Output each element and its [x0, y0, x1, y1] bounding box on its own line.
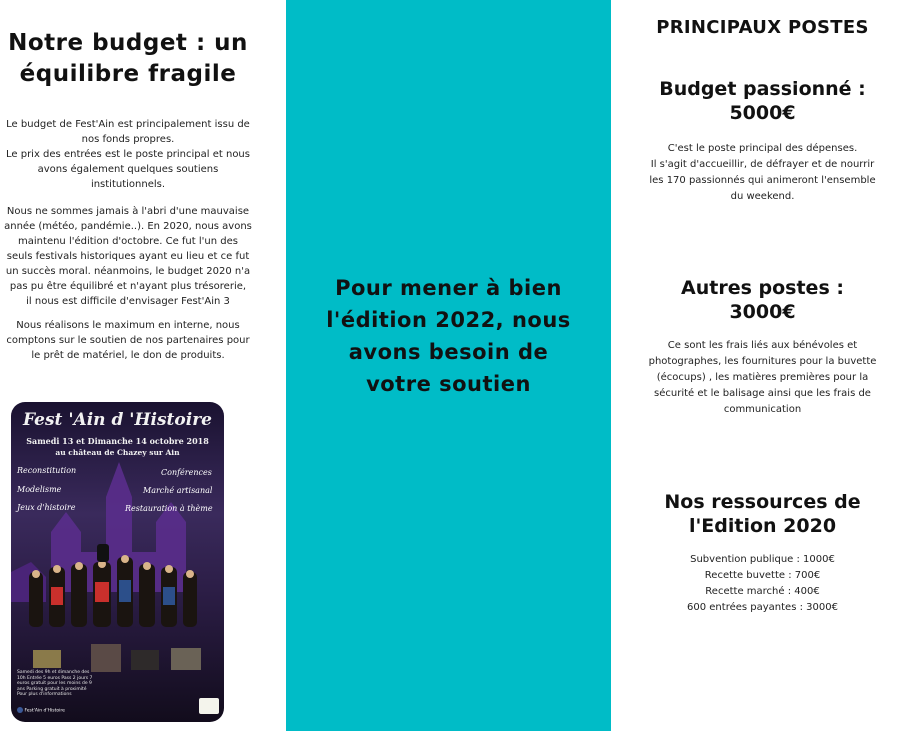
budget-paragraph-3	[0, 318, 256, 363]
heading-text: l'Edition 2020	[688, 515, 837, 537]
poster-activity: Reconstitution	[17, 466, 77, 475]
text-line: institutionnels.	[90, 179, 166, 190]
budget-passionne-text	[611, 141, 914, 205]
amount-value: 3000€	[729, 301, 796, 323]
text-line: seuls festivals historiques ayant eu lieu et ce fut	[6, 251, 250, 262]
sponsor-logo	[199, 698, 219, 714]
text-line: (écocups) , les matières premières pour la	[656, 372, 869, 383]
text-line: les 170 passionnés qui animeront l'ensemble	[649, 175, 876, 186]
support-message	[316, 272, 581, 400]
budget-title-line2: équilibre fragile	[19, 61, 237, 87]
list-item: Recette marché : 400€	[705, 586, 820, 597]
budget-title	[0, 28, 256, 90]
ressources-heading	[611, 490, 914, 538]
text-line: sécurité et le balisage ainsi que les frais de	[654, 388, 871, 399]
support-line: votre soutien	[366, 372, 531, 396]
text-line: nos fonds propres.	[81, 134, 175, 145]
text-line: du weekend.	[730, 191, 795, 202]
facebook-icon	[17, 707, 23, 713]
poster-facebook	[17, 707, 65, 714]
text-line: Il s'agit d'accueillir, de défrayer et de nourrir	[650, 159, 875, 170]
poster-title: Fest 'Ain d 'Histoire	[23, 410, 212, 430]
text-line: pas pu être équilibré et n'ayant plus trésorerie,	[9, 281, 247, 292]
ressources-list	[611, 552, 914, 616]
poster-date: Samedi 13 et Dimanche 14 octobre 2018	[26, 436, 209, 446]
list-item: 600 entrées payantes : 3000€	[687, 602, 838, 613]
principaux-postes-title: PRINCIPAUX POSTES	[656, 17, 869, 38]
heading-text: Budget passionné :	[659, 78, 866, 100]
text-line: communication	[723, 404, 802, 415]
text-line: C'est le poste principal des dépenses.	[667, 143, 858, 154]
budget-paragraph-1	[0, 117, 256, 192]
text-line: photographes, les fournitures pour la buvette	[648, 356, 877, 367]
text-line: Ce sont les frais liés aux bénévoles et	[667, 340, 858, 351]
text-line: comptons sur le soutien de nos partenaires pour	[6, 335, 250, 346]
list-item: Subvention publique : 1000€	[690, 554, 835, 565]
text-line: un succès moral. néanmoins, le budget 2020 n'a	[5, 266, 251, 277]
text-line: il nous est difficile d'envisager Fest'Ain 3	[26, 296, 230, 307]
budget-title-line1: Notre budget : un	[8, 30, 248, 56]
budget-passionne-heading	[611, 77, 914, 125]
text-line: année (météo, pandémie..). En 2020, nous avons	[4, 221, 252, 232]
poster-footer-text: Samedi des 9h et dimanche des 10h Entrée 5 euros Pass 2 jours 7 euros gratuit pour les moins de 9 ans Parking gratuit à proximité Pour plus d'informations	[17, 670, 93, 697]
support-line: Pour mener à bien	[335, 276, 562, 300]
poster-activity: Restauration à thème	[125, 504, 213, 513]
text-line: Nous réalisons le maximum en interne, nous	[16, 320, 240, 331]
heading-text: Nos ressources de	[664, 491, 861, 513]
heading-text: Autres postes :	[681, 277, 844, 299]
text-line: Le budget de Fest'Ain est principalement issu de	[6, 119, 250, 130]
autres-postes-heading	[611, 276, 914, 324]
autres-postes-text	[611, 338, 914, 418]
poster-activity: Jeux d'histoire	[17, 503, 76, 512]
left-panel	[0, 0, 286, 731]
text-line: le prêt de matériel, le don de produits.	[31, 350, 225, 361]
poster-facebook-label: Fest'Ain d'Histoire	[24, 708, 65, 714]
right-panel	[611, 0, 914, 731]
poster-activity: Modelisme	[17, 485, 62, 494]
budget-paragraph-2	[0, 204, 256, 309]
support-line: l'édition 2022, nous	[326, 308, 571, 332]
festival-poster	[11, 402, 224, 722]
middle-panel	[286, 0, 611, 731]
amount-value: 5000€	[729, 102, 796, 124]
text-line: Nous ne sommes jamais à l'abri d'une mauvaise	[6, 206, 250, 217]
text-line: Le prix des entrées est le poste principal et nous	[6, 149, 250, 160]
poster-place: au château de Chazey sur Ain	[55, 448, 180, 457]
text-line: maintenu l'édition d'octobre. Ce fut l'un des	[18, 236, 238, 247]
support-line: avons besoin de	[348, 340, 549, 364]
list-item: Recette buvette : 700€	[704, 570, 821, 581]
text-line: avons également quelques soutiens	[37, 164, 219, 175]
poster-activity: Marché artisanal	[143, 486, 213, 495]
poster-activity: Conférences	[161, 468, 212, 477]
